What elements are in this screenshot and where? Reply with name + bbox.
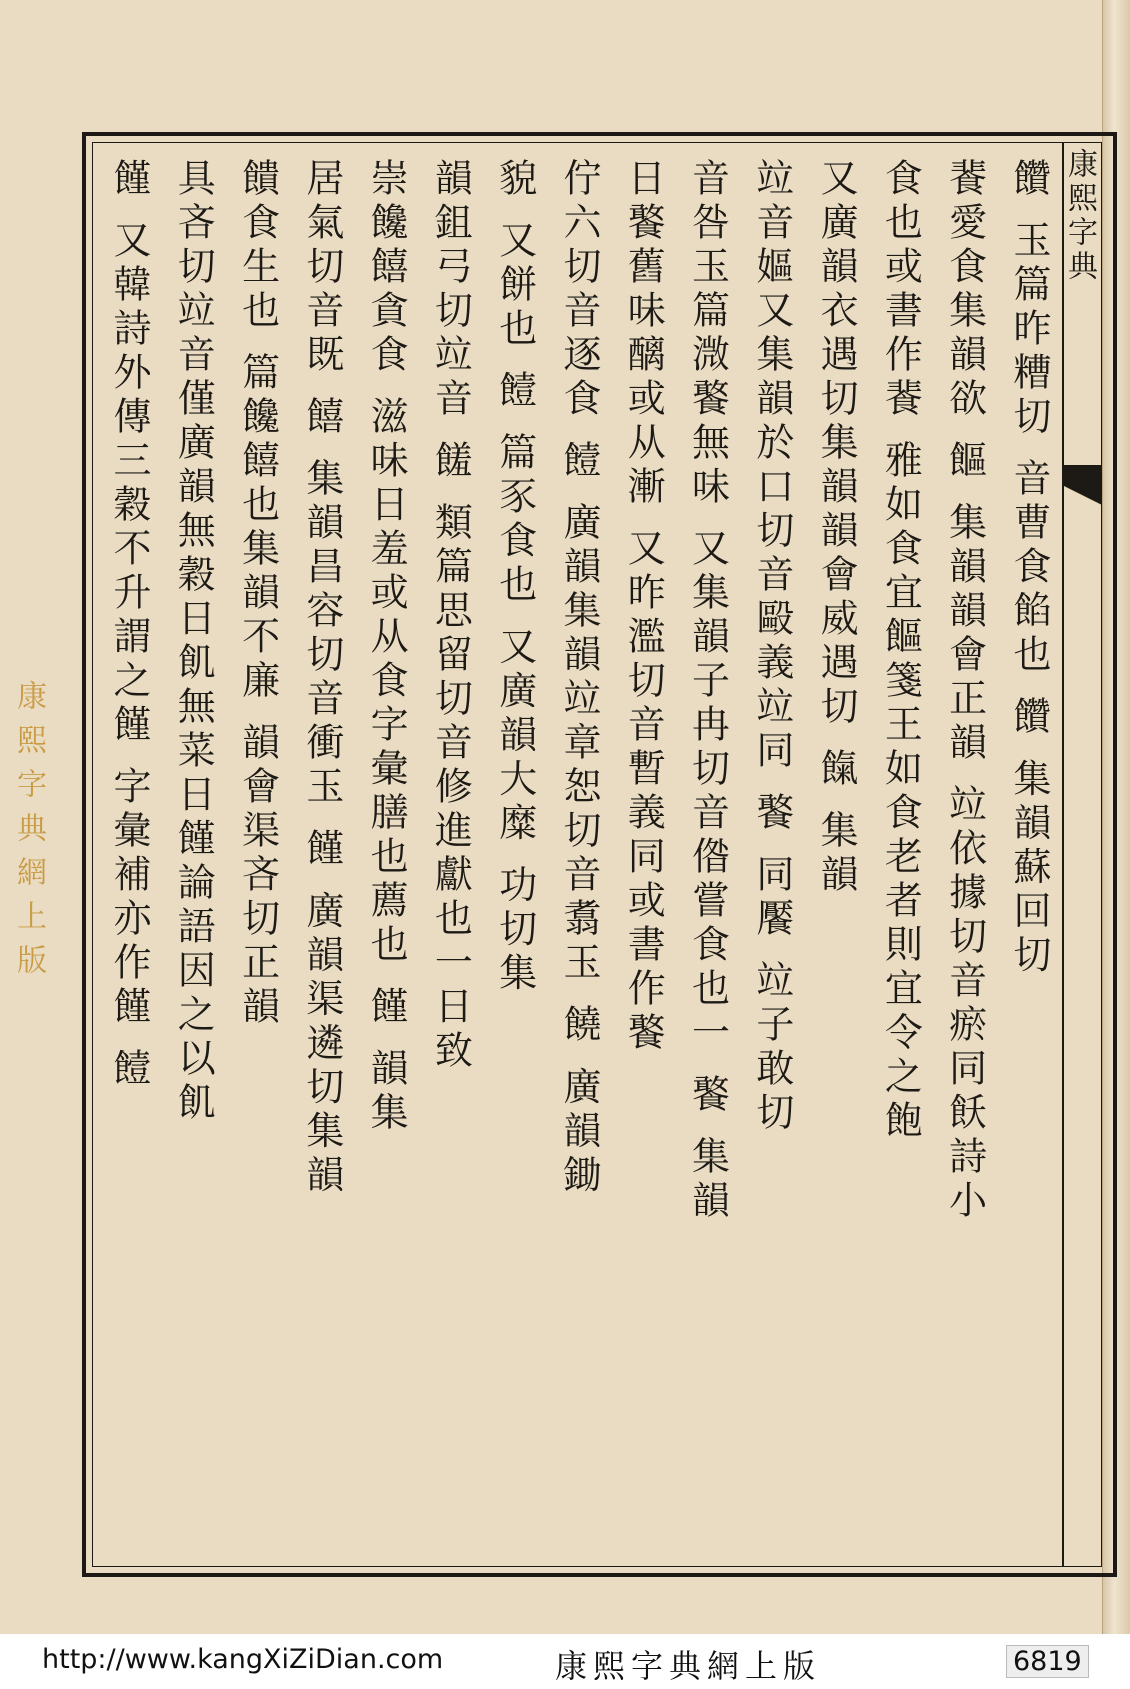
side-watermark-label: 康熙字典網上版 bbox=[11, 680, 46, 988]
text-column: 日饏舊味醨或从漸 又昨濫切音暫義同或書作饏 bbox=[621, 158, 666, 1057]
text-column: 貌 又餅也 饐 篇豕食也 又廣韻大糜 功切集 bbox=[492, 158, 537, 997]
text-column: 饡 玉篇昨糟切 音曹食餡也 饡 集韻蘇回切 bbox=[1006, 158, 1051, 979]
page-number: 6819 bbox=[1006, 1645, 1089, 1678]
book-title-column bbox=[1062, 142, 1104, 1567]
text-column: 餥愛食集韻欲 饇 集韻韻會正韻 竝依據切音瘀同飫詩小 bbox=[942, 158, 987, 1225]
text-column: 食也或書作餥 雅如食宜饇箋王如食老者則宜令之飽 bbox=[878, 158, 923, 1145]
text-column: 具吝切竝音僅廣韻無穀日飢無菜日饉論語因之以飢 bbox=[171, 158, 216, 1126]
text-column: 佇六切音逐食 饐 廣韻集韻竝章恕切音翥玉 饒 廣韻鋤 bbox=[556, 158, 601, 1199]
text-column: 音咎玉篇溦饏無味 又集韻子冉切音偺嘗食也一 饏 集韻 bbox=[685, 158, 730, 1225]
text-column: 韻鉏弓切竝音 饈 類篇思留切音修進獻也一日致 bbox=[428, 158, 473, 1075]
text-columns bbox=[100, 158, 1058, 1558]
footer-site-title: 康熙字典網上版 bbox=[555, 1647, 822, 1685]
footer-url-link[interactable]: http://www.kangXiZiDian.com bbox=[42, 1644, 444, 1675]
text-column: 竝音嫗又集韻於口切音毆義竝同 饏 同饜 竝子敢切 bbox=[749, 158, 794, 1137]
text-column: 饉 又韓詩外傳三穀不升謂之饉 字彙補亦作饉 饐 bbox=[107, 158, 151, 1093]
text-column: 饋食生也 篇饞饎也集韻不廉 韻會渠吝切正韻 bbox=[235, 158, 280, 1031]
text-column: 崇饞饎貪食 滋味日羞或从食字彙膳也薦也 饉 韻集 bbox=[364, 158, 409, 1137]
text-column: 居氣切音既 饎 集韻昌容切音衝玉 饉 廣韻渠遴切集韻 bbox=[299, 158, 344, 1199]
text-column: 又廣韻衣遇切集韻韻會威遇切 餼 集韻 bbox=[814, 158, 859, 899]
book-title: 康熙字典 bbox=[1062, 148, 1097, 284]
